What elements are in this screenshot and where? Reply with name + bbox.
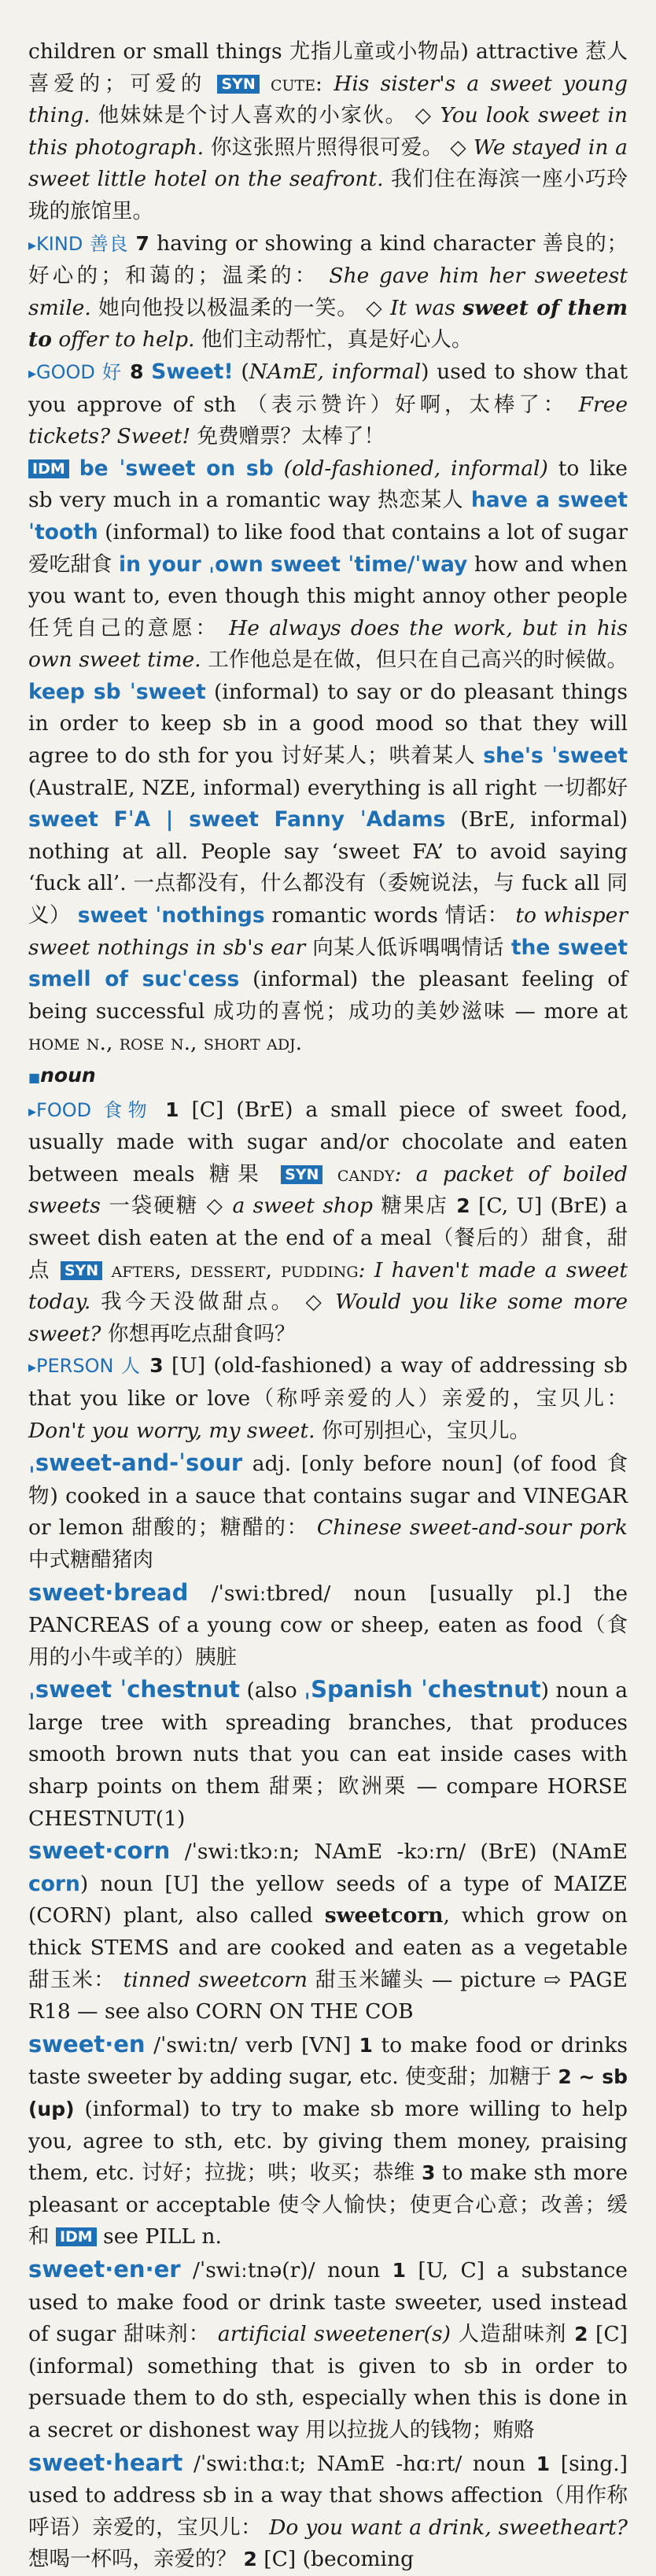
idioms-block: IDM be ˈsweet on sb (old-fashioned, informal) to like sb very much in a romantic way 热恋某人 have a sweet ˈtooth (informal) to like food that contains a lot of sugar 爱吃甜食 in your ˌown sweet ˈtime/ˈway how and when you want to, even though this might annoy other people 任凭自己的意愿： He always does the work, but in his own sweet time. 工作他总是在做，但只在自己高兴的时候做。 keep sb ˈsweet (informal) to say or do pleasant things in order to keep sb in a good mood so that they will agree to do sth for you 讨好某人；哄着某人 she's ˈsweet (AustralE, NZE, informal) everything is all right 一切都好 sweet FˈA | sweet Fanny ˈAdams (BrE, informal) nothing at all. People say ‘sweet FA’ to avoid saying ‘fuck all’. 一点都没有，什么都没有（委婉说法，与 fuck all 同义） sweet ˈnothings romantic words 情话： to whisper sweet nothings in sb's ear 向某人低诉喁喁情话 the sweet smell of sucˈcess (informal) the pleasant feeling of being successful 成功的喜悦；成功的美妙滋味 — more at home n., rose n., short adj. [28, 456, 628, 1056]
entry-sweet-and-sour: ˌsweet-and-ˈsour adj. [only before noun] (of food 食物) cooked in a sauce that contains sugar and VINEGAR or lemon 甜酸的；糖醋的： Chinese sweet-and-sour pork 中式糖醋猪肉 [28, 1449, 628, 1572]
example: He always does the work, but in his own sweet time. [28, 615, 628, 673]
translation: 我今天没做甜点。 ◇ [90, 1290, 336, 1315]
entry-sweetbread: sweet·bread /ˈswiːtbred/ noun [usually pl.] the PANCREAS of a young cow or sheep, eaten as food（食用的小牛或羊的）胰脏 [28, 1578, 628, 1670]
idiom: sweet FˈA [28, 807, 151, 832]
translation: 一袋硬糖 ◇ [100, 1194, 233, 1219]
example: : I haven't made a sweet today. [28, 1257, 628, 1315]
sense-label: PERSON 人 [36, 1355, 142, 1378]
synonym: afters, dessert, pudding [111, 1257, 359, 1282]
translation: 他妹妹是个讨人喜欢的小家伙。 ◇ [90, 103, 440, 128]
sense-number: 2 ~ sb (up) [28, 2065, 628, 2120]
entry-sweetener: sweet·en·er /ˈswiːtnə(r)/ noun 1 [U, C] a substance used to make food or drink taste sweeter, used instead of sugar 甜味剂： artificial sweetener(s) 人造甜味剂 2 [C] (informal) something that is given to sb in order to persuade them to do sth, especially when this is done in a secret or dishonest way 用以拉拢人的钱物；贿赂 [28, 2255, 628, 2442]
sense-label: FOOD 食物 [36, 1098, 153, 1121]
sense-number: 3 [149, 1354, 164, 1378]
sense-number: 2 [243, 2548, 257, 2571]
sense-cute: children or small things 尤指儿童或小物品) attractive 惹人喜爱的；可爱的 SYN cute: His sister's a sweet young thing. 他妹妹是个讨人喜欢的小家伙。 ◇ You look sweet in this photograph. 你这张照片照得很可爱。 ◇ We stayed in a sweet little hotel on the seafront. 我们住在海滨一座小巧玲珑的旅馆里。 [28, 39, 628, 223]
triangle-marker-icon: ▸ [28, 234, 37, 254]
sense-food: ▸FOOD 食物 1 [C] (BrE) a small piece of sweet food, usually made with sugar and/or chocolate and eaten between meals 糖果 SYN candy: a packet of boiled sweets 一袋硬糖 ◇ a sweet shop 糖果店 2 [C, U] (BrE) a sweet dish eaten at the end of a meal（餐后的）甜食，甜点 SYN afters, dessert, pudding: I haven't made a sweet today. 我今天没做甜点。 ◇ Would you like some more sweet? 你想再吃点甜食吗？ [28, 1097, 628, 1346]
synonym: cute [270, 71, 316, 96]
definition-text: having or showing a kind character 善良的；好心的；和蔼的；温柔的： [28, 231, 628, 289]
sense-number: 1 [392, 2258, 406, 2282]
noun-section-header [28, 1060, 628, 1094]
idiom: in your ˌown sweet ˈtime/ˈway [119, 552, 468, 577]
definition-text: children or small things 尤指儿童或小物品) attractive 惹人喜爱的；可爱的 [28, 39, 628, 96]
bold-pattern: sweet of them to [28, 295, 628, 352]
idiom: sweet ˈnothings [77, 903, 265, 928]
translation: 你可别担心，宝贝儿。 [315, 1418, 530, 1443]
headword: sweet·corn [28, 1837, 171, 1865]
idiom: be ˈsweet on sb [79, 456, 274, 481]
cross-reference: home n., rose n., short adj. [28, 1031, 303, 1056]
idm-box: IDM [28, 459, 69, 478]
headword: sweet·heart [28, 2449, 183, 2476]
entry-sweetheart: sweet·heart /ˈswiːthɑːt; NAmE -hɑːrt/ noun 1 [sing.] used to address sb in a way that shows affection（用作称呼语）亲爱的，宝贝儿： Do you want a drink, sweetheart? 想喝一杯吗，亲爱的？ 2 [C] (becoming [28, 2449, 628, 2572]
sense-number: 2 [456, 1194, 470, 1218]
idm-box: IDM [56, 2227, 97, 2246]
sense-kind: ▸KIND 善良 7 having or showing a kind character 善良的；好心的；和蔼的；温柔的： She gave him her sweetest smile. 她向他投以极温柔的一笑。 ◇ It was sweet of them to offer to help. 他们主动帮忙，真是好心人。 [28, 231, 628, 352]
headword: ˌsweet ˈchestnut [28, 1676, 240, 1703]
sense-number: 1 [165, 1098, 179, 1121]
headword-variant: ˌSpanish ˈchestnut [304, 1676, 541, 1703]
register-label: NAmE, informal [249, 359, 422, 384]
example: His sister's a sweet young thing. [28, 71, 628, 128]
translation: 你想再吃点甜食吗？ [101, 1321, 296, 1346]
example: You look sweet in this photograph. [28, 103, 628, 160]
sense-good: ▸GOOD 好 8 Sweet! (NAmE, informal) used to show that you approve of sth （表示赞许）好啊，太棒了： Free tickets? Sweet! 免费赠票？太棒了！ [28, 359, 628, 449]
headword: sweet·en·er [28, 2255, 181, 2283]
sense-number: 1 [359, 2033, 373, 2057]
definition-text: ) used to show that you approve of sth （表示赞许）好啊，太棒了： [28, 359, 628, 417]
separator: | [150, 807, 190, 832]
example: She gave him her sweetest smile. [28, 264, 628, 320]
example: a sweet shop [232, 1194, 373, 1219]
syn-box: SYN [61, 1261, 102, 1280]
example: : a packet of boiled sweets [28, 1161, 628, 1219]
example: We stayed in a sweet little hotel on the seafront. [28, 135, 628, 192]
example: Do you want a drink, sweetheart? [269, 2515, 628, 2540]
sense-number: 1 [536, 2452, 551, 2475]
sense-person: ▸PERSON 人 3 [U] (old-fashioned) a way of addressing sb that you like or love（称呼亲爱的人）亲爱的，宝贝儿： Don't you worry, my sweet. 你可别担心，宝贝儿。 [28, 1353, 628, 1443]
triangle-marker-icon: ▸ [28, 1357, 37, 1377]
syn-box: SYN [281, 1165, 322, 1184]
headword: sweet·bread [28, 1578, 189, 1606]
example: Would you like some more sweet? [28, 1290, 628, 1346]
translation: 中式糖醋猪肉 [28, 1547, 153, 1572]
translation: 糖果店 [372, 1194, 457, 1219]
triangle-marker-icon: ▸ [28, 363, 37, 382]
translation: 你这张照片照得很可爱。 ◇ [204, 135, 474, 160]
example: to whisper sweet nothings in sb's ear [28, 903, 628, 960]
entry-sweet-chestnut: ˌsweet ˈchestnut (also ˌSpanish ˈchestnut) noun a large tree with spreading branches, that produces smooth brown nuts that you can eat inside cases with sharp points on them 甜栗；欧洲栗 — compare HORSE CHESTNUT(1) [28, 1676, 628, 1831]
headword: ˌsweet-and-ˈsour [28, 1449, 243, 1477]
bold-word: sweetcorn [324, 1903, 444, 1928]
sense-number: 2 [574, 2323, 588, 2346]
exclamation-headword: Sweet! [151, 359, 234, 384]
synonym: candy [337, 1161, 395, 1187]
idiom: she's ˈsweet [483, 744, 628, 769]
example: artificial sweetener(s) [217, 2322, 451, 2347]
part-of-speech: noun [40, 1064, 96, 1087]
sense-label: KIND 善良 [36, 232, 129, 255]
example: Don't you worry, my sweet. [28, 1418, 315, 1443]
sense-number: 7 [135, 231, 149, 255]
entry-sweetcorn: sweet·corn /ˈswiːtkɔːn; NAmE -kɔːrn/ (BrE) (NAmE corn) noun [U] the yellow seeds of a type of MAIZE (CORN) plant, also called sweetcorn, which grow on thick STEMS and are cooked and eaten as a vegetable 甜玉米： tinned sweetcorn 甜玉米罐头 — picture ⇨ PAGE R18 — see also CORN ON THE COB [28, 1837, 628, 2024]
sense-number: 3 [421, 2161, 436, 2185]
idiom: keep sb ˈsweet [28, 679, 206, 704]
example: tinned sweetcorn [123, 1967, 308, 1992]
sense-number: 8 [130, 360, 144, 383]
translation: 我们住在海滨一座小巧玲珑的旅馆里。 [28, 167, 628, 223]
example: Chinese sweet-and-sour pork [316, 1515, 628, 1541]
translation: 工作他总是在做，但只在自己高兴的时候做。 [201, 648, 628, 673]
entry-sweeten: sweet·en /ˈswiːtn/ verb [VN] 1 to make food or drinks taste sweeter by adding sugar, etc. 使变甜；加糖于 2 ~ sb (up) (informal) to try to make sb more willing to help you, agree to sth, etc. by giving them money, praising them, etc. 讨好；拉拢；哄；收买；恭维 3 to make sth more pleasant or acceptable 使令人愉快；使更合心意；改善；缓和 IDM see PILL n. [28, 2030, 628, 2249]
idiom: sweet Fanny ˈAdams [189, 807, 446, 832]
square-marker-icon: ■ [28, 1070, 41, 1085]
idiom: have a sweet ˈtooth [28, 488, 628, 544]
translation: 他们主动帮忙，真是好心人。 [194, 327, 473, 352]
headword: sweet·en [28, 2030, 146, 2057]
variant-word: corn [28, 1871, 80, 1896]
example: Free tickets? Sweet! [28, 392, 628, 449]
sense-label: GOOD 好 [36, 360, 123, 383]
translation: 她向他投以极温柔的一笑。 ◇ [90, 295, 391, 320]
triangle-marker-icon: ▸ [28, 1101, 37, 1120]
translation: 向某人低诉喁喁情话 [305, 935, 511, 960]
idiom: the sweet smell of sucˈcess [28, 935, 628, 992]
translation: 免费赠票？太棒了！ [190, 424, 385, 449]
syn-box: SYN [217, 75, 259, 94]
